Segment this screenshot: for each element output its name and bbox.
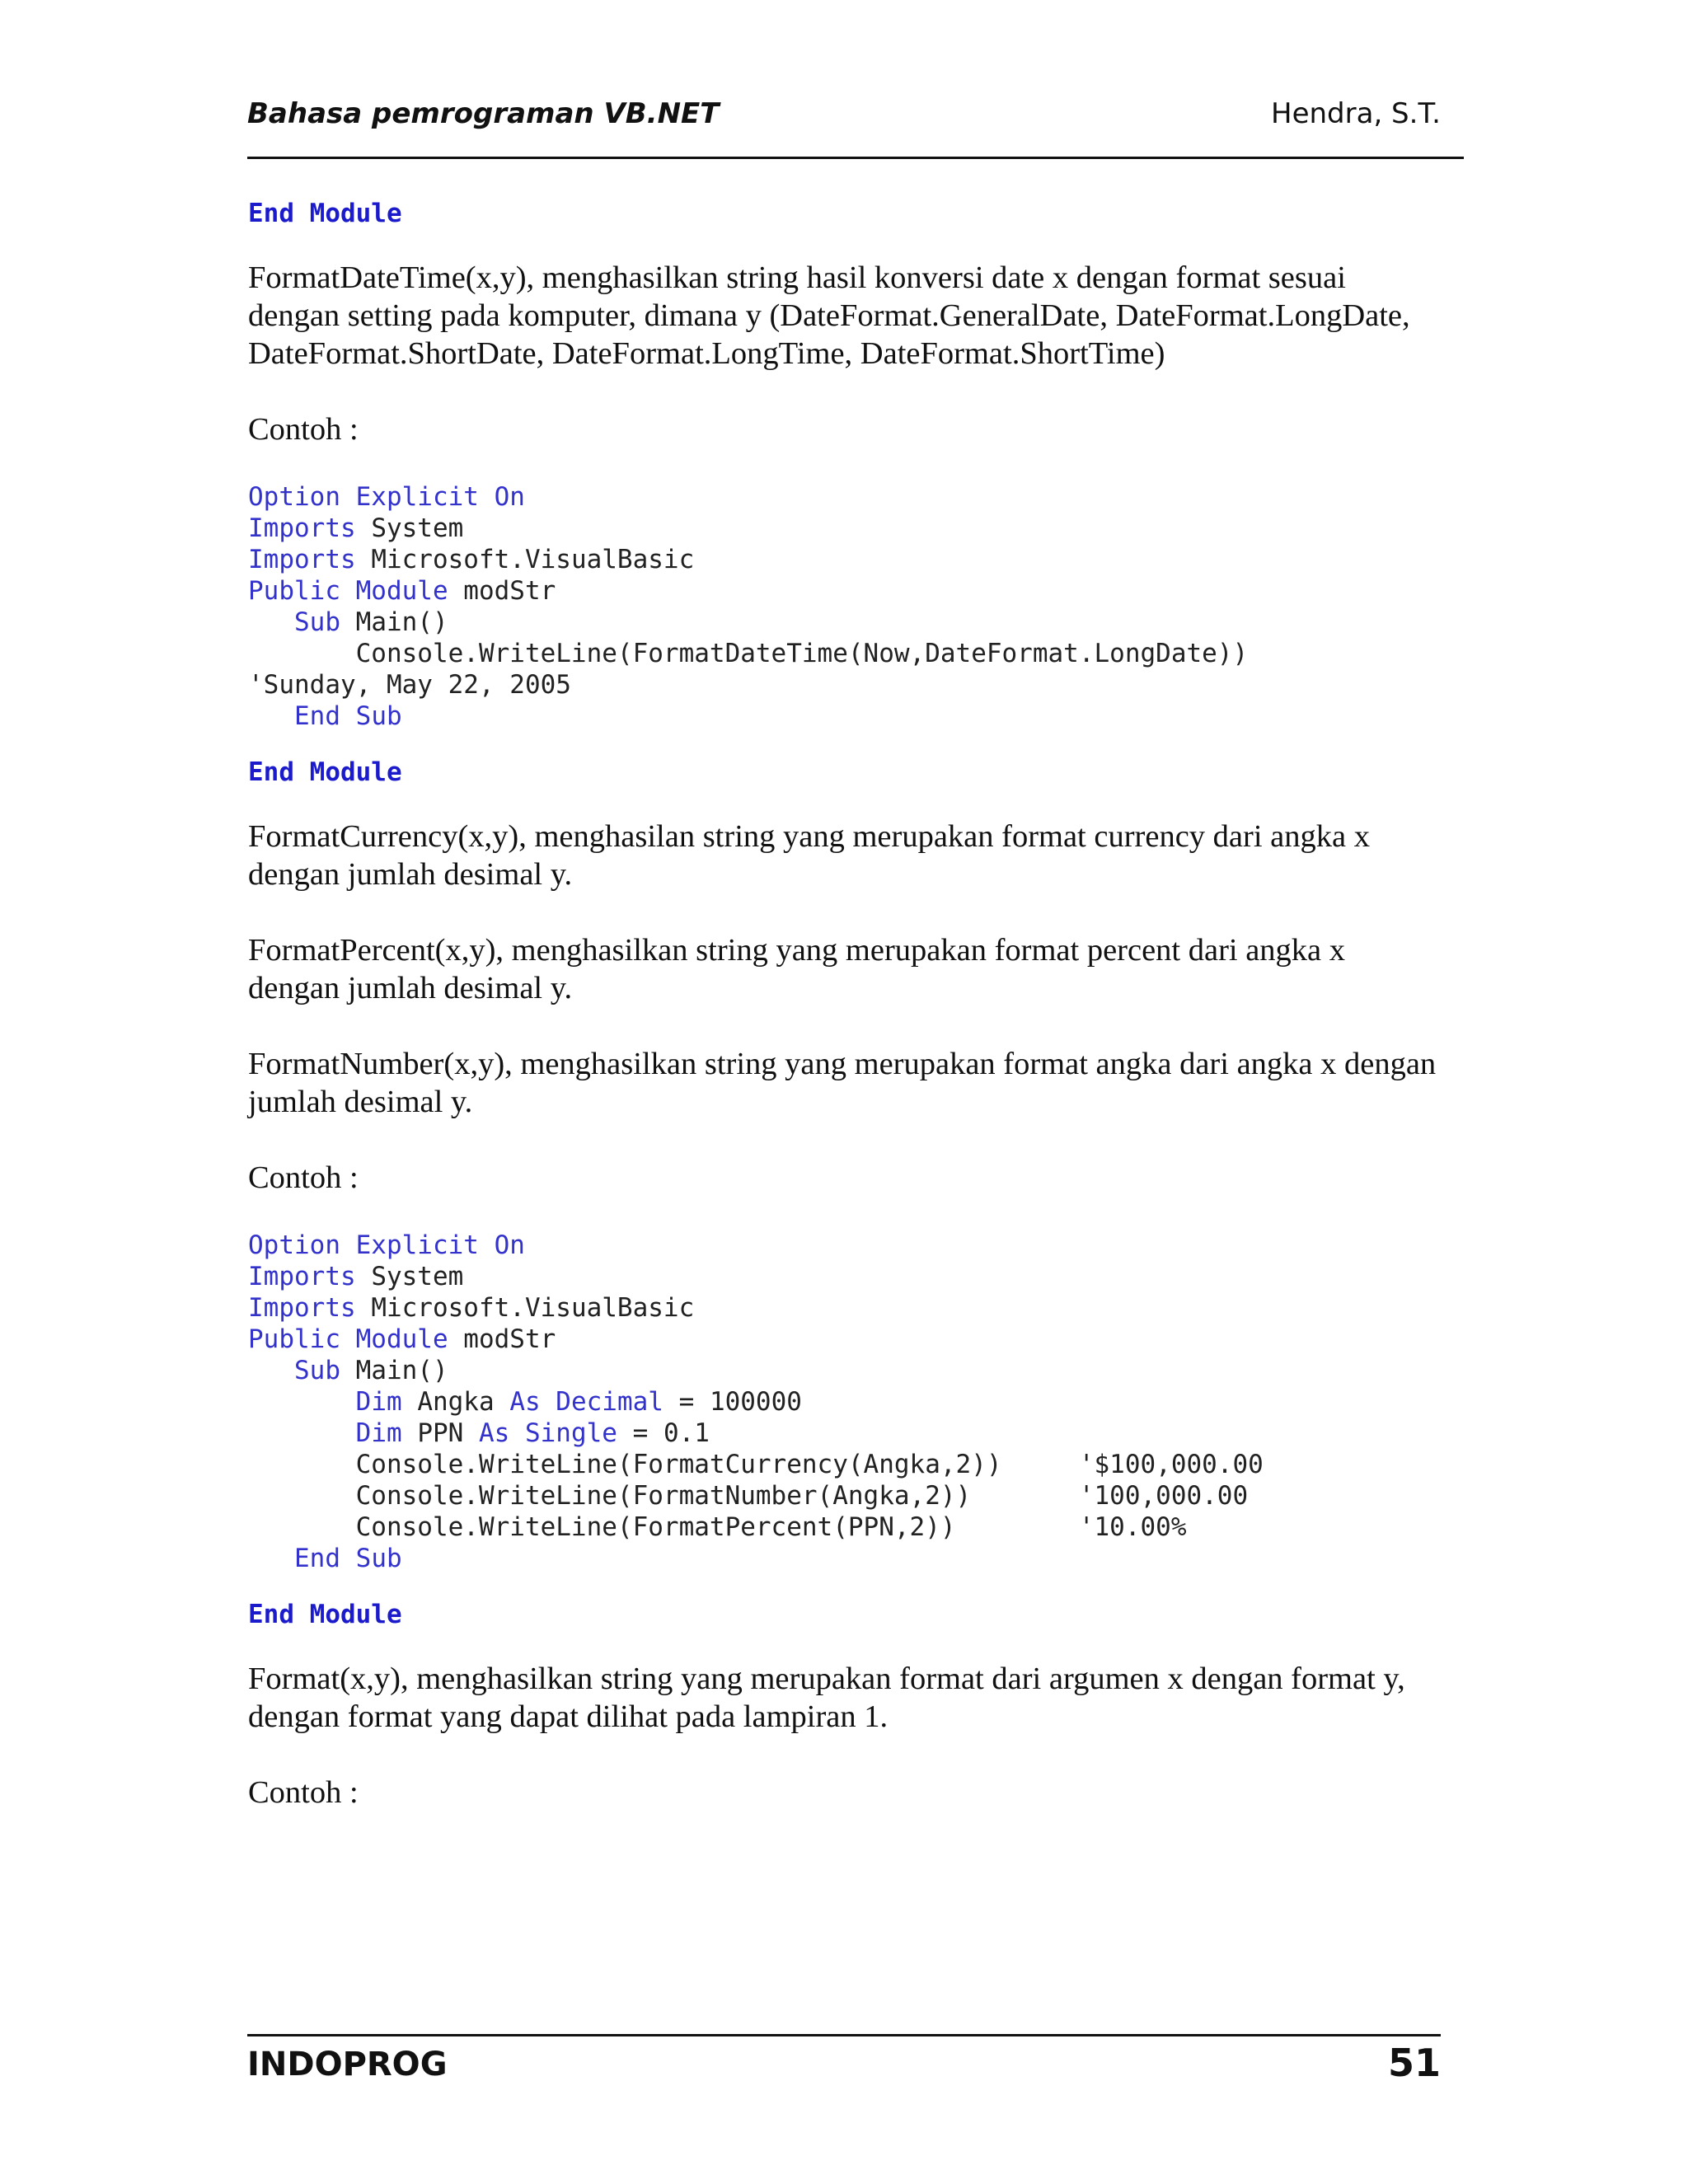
code-text: Microsoft.VisualBasic (355, 545, 695, 574)
formatpercent-paragraph: FormatPercent(x,y), menghasilkan string yang merupakan format percent dari angka x dengan jumlah desimal y. (248, 933, 1346, 1005)
code-keyword: Public Module (248, 1324, 448, 1354)
code-comment: 'Sunday, May 22, 2005 (248, 670, 571, 700)
code-block-formatnumber (248, 1230, 1443, 1574)
code-text: Console.WriteLine(FormatDateTime(Now,DateFormat.LongDate)) (248, 639, 1249, 668)
code-indent (248, 607, 294, 637)
code-keyword: Sub (294, 1356, 340, 1385)
code-indent (248, 1356, 294, 1385)
code-keyword: As Single (478, 1418, 617, 1448)
code-indent (248, 1418, 356, 1448)
code-keyword: Option Explicit On (248, 482, 525, 512)
header-title: Bahasa pemrograman VB.NET (247, 97, 720, 130)
code-text: = 100000 (663, 1387, 802, 1417)
header-author: Hendra, S.T. (1271, 97, 1441, 130)
footer-divider (247, 2034, 1441, 2036)
page-content (248, 190, 1443, 1811)
code-keyword: Dim (355, 1387, 402, 1417)
code-text: Console.WriteLine(FormatPercent(PPN,2)) '10.00% (248, 1512, 1187, 1542)
formatnumber-paragraph: FormatNumber(x,y), menghasilkan string yang merupakan format angka dari angka x dengan jumlah desimal y. (248, 1047, 1437, 1119)
code-text: System (355, 1262, 464, 1291)
code-text: Angka (401, 1387, 510, 1417)
code-keyword: Public Module (248, 576, 448, 606)
formatdatetime-paragraph: FormatDateTime(x,y), menghasilkan string hasil konversi date x dengan format sesuai dengan setting pada komputer, dimana y (DateFormat.GeneralDate, DateFormat.LongDate, DateFormat.ShortDate, DateFormat.LongTime, DateFormat.ShortTime) (248, 260, 1410, 371)
code-text: = 0.1 (617, 1418, 710, 1448)
code-indent (248, 701, 294, 731)
code-text: System (355, 513, 464, 543)
contoh-label: Contoh : (248, 1160, 359, 1195)
code-keyword: End Sub (294, 701, 402, 731)
code-keyword: Option Explicit On (248, 1230, 525, 1260)
code-text: Main() (340, 607, 448, 637)
contoh-label: Contoh : (248, 412, 359, 447)
code-text: PPN (401, 1418, 479, 1448)
code-keyword: Imports (248, 1293, 356, 1323)
code-block-formatdatetime (248, 481, 1443, 732)
code-text: modStr (448, 1324, 556, 1354)
format-paragraph: Format(x,y), menghasilkan string yang merupakan format dari argumen x dengan format y, dengan format yang dapat dilihat pada lampiran 1. (248, 1661, 1405, 1734)
code-text: Microsoft.VisualBasic (355, 1293, 695, 1323)
code-keyword: Imports (248, 513, 356, 543)
code-text: Main() (340, 1356, 448, 1385)
end-module-keyword: End Module (248, 199, 402, 228)
code-keyword: Dim (355, 1418, 402, 1448)
code-text: Console.WriteLine(FormatNumber(Angka,2)) '100,000.00 (248, 1481, 1249, 1511)
code-keyword: Sub (294, 607, 340, 637)
contoh-label: Contoh : (248, 1775, 359, 1810)
code-keyword: End Sub (294, 1544, 402, 1573)
code-keyword: As Decimal (509, 1387, 663, 1417)
end-module-keyword: End Module (248, 1600, 402, 1629)
footer-publisher: INDOPROG (247, 2046, 448, 2083)
code-keyword: Imports (248, 545, 356, 574)
code-keyword: Imports (248, 1262, 356, 1291)
header-divider (247, 157, 1464, 159)
code-indent (248, 1387, 356, 1417)
formatcurrency-paragraph: FormatCurrency(x,y), menghasilan string yang merupakan format currency dari angka x dengan jumlah desimal y. (248, 819, 1370, 892)
code-text: Console.WriteLine(FormatCurrency(Angka,2)) '$100,000.00 (248, 1450, 1264, 1479)
code-indent (248, 1544, 294, 1573)
end-module-keyword: End Module (248, 757, 402, 787)
code-text: modStr (448, 576, 556, 606)
page-number: 51 (1387, 2041, 1441, 2085)
